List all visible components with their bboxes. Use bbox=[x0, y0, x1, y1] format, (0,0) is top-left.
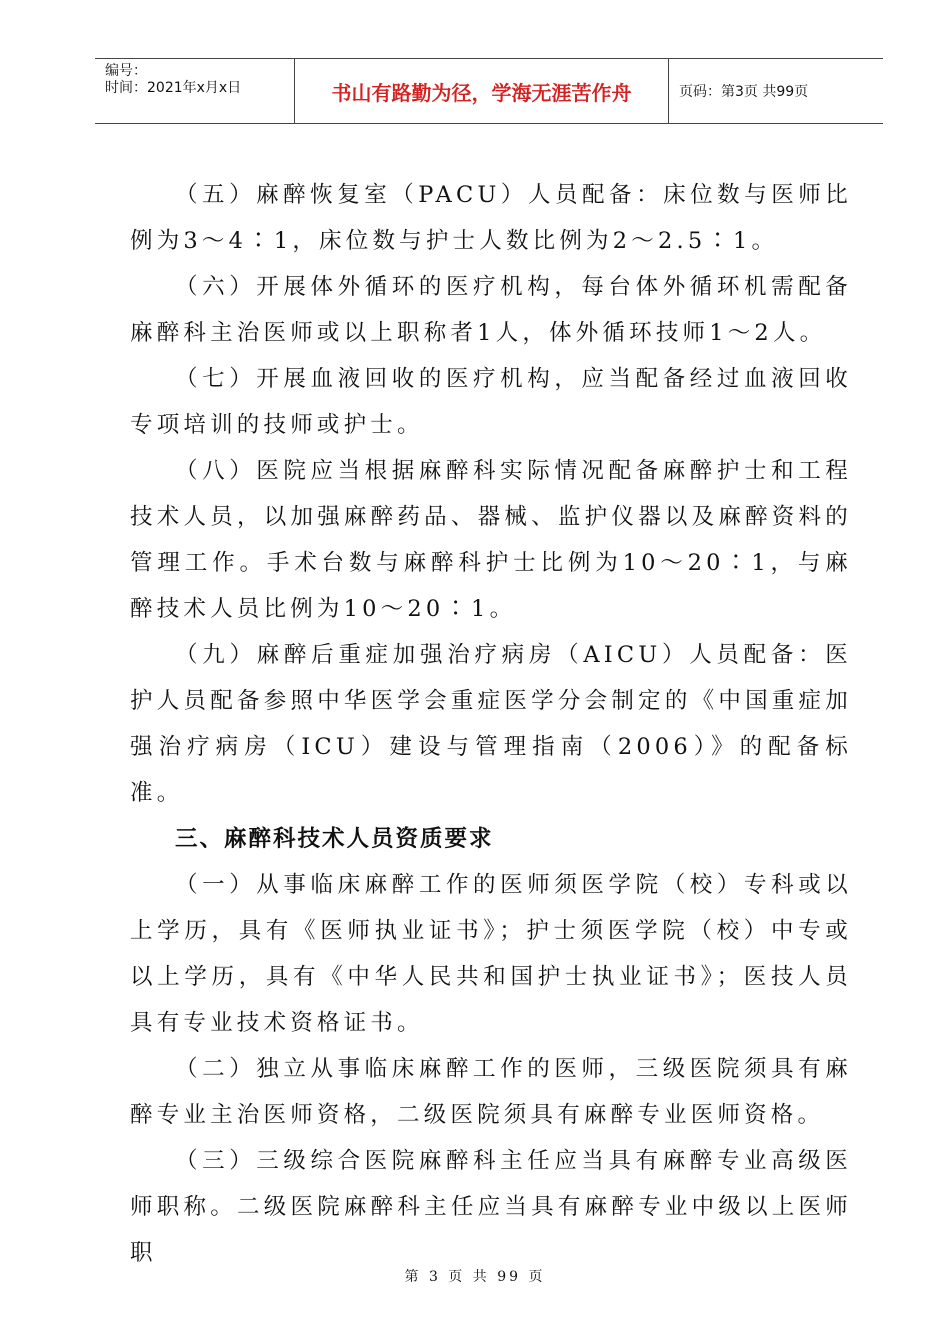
page-header bbox=[95, 58, 883, 124]
paragraph: （七）开展血液回收的医疗机构，应当配备经过血液回收专项培训的技师或护士。 bbox=[130, 366, 852, 438]
time-label: 时间：2021年x月x日 bbox=[105, 80, 242, 96]
paragraph: （一）从事临床麻醉工作的医师须医学院（校）专科或以上学历，具有《医师执业证书》；护士须医学院（校）中专或以上学历，具有《中华人民共和国护士执业证书》；医技人员具有专业技术资格证书。 bbox=[130, 872, 852, 1036]
paragraph: （八）医院应当根据麻醉科实际情况配备麻醉护士和工程技术人员，以加强麻醉药品、器械、监护仪器以及麻醉资料的管理工作。手术台数与麻醉科护士比例为10～20∶1，与麻醉技术人员比例为10～20∶1。 bbox=[130, 458, 852, 622]
paragraph: （五）麻醉恢复室（PACU）人员配备：床位数与医师比例为3～4∶1，床位数与护士人数比例为2～2.5∶1。 bbox=[130, 182, 852, 254]
header-motto: 书山有路勤为径，学海无涯苦作舟 bbox=[295, 59, 669, 123]
page-footer: 第 3 页 共 99 页 bbox=[404, 1269, 546, 1285]
section-heading: 三、麻醉科技术人员资质要求 bbox=[175, 826, 494, 852]
number-label: 编号： bbox=[105, 63, 147, 79]
paragraph: （三）三级综合医院麻醉科主任应当具有麻醉专业高级医师职称。二级医院麻醉科主任应当具有麻醉专业中级以上医师职 bbox=[130, 1148, 852, 1266]
paragraph: （六）开展体外循环的医疗机构，每台体外循环机需配备麻醉科主治医师或以上职称者1人，体外循环技师1～2人。 bbox=[130, 274, 852, 346]
paragraph: （九）麻醉后重症加强治疗病房（AICU）人员配备：医护人员配备参照中华医学会重症医学分会制定的《中国重症加强治疗病房（ICU）建设与管理指南（2006）》的配备标准。 bbox=[130, 642, 852, 806]
paragraph: （二）独立从事临床麻醉工作的医师，三级医院须具有麻醉专业主治医师资格，二级医院须具有麻醉专业医师资格。 bbox=[130, 1056, 852, 1128]
document-body bbox=[130, 172, 852, 1276]
header-page-info: 页码：第3页 共99页 bbox=[679, 84, 809, 100]
header-meta bbox=[95, 59, 295, 123]
